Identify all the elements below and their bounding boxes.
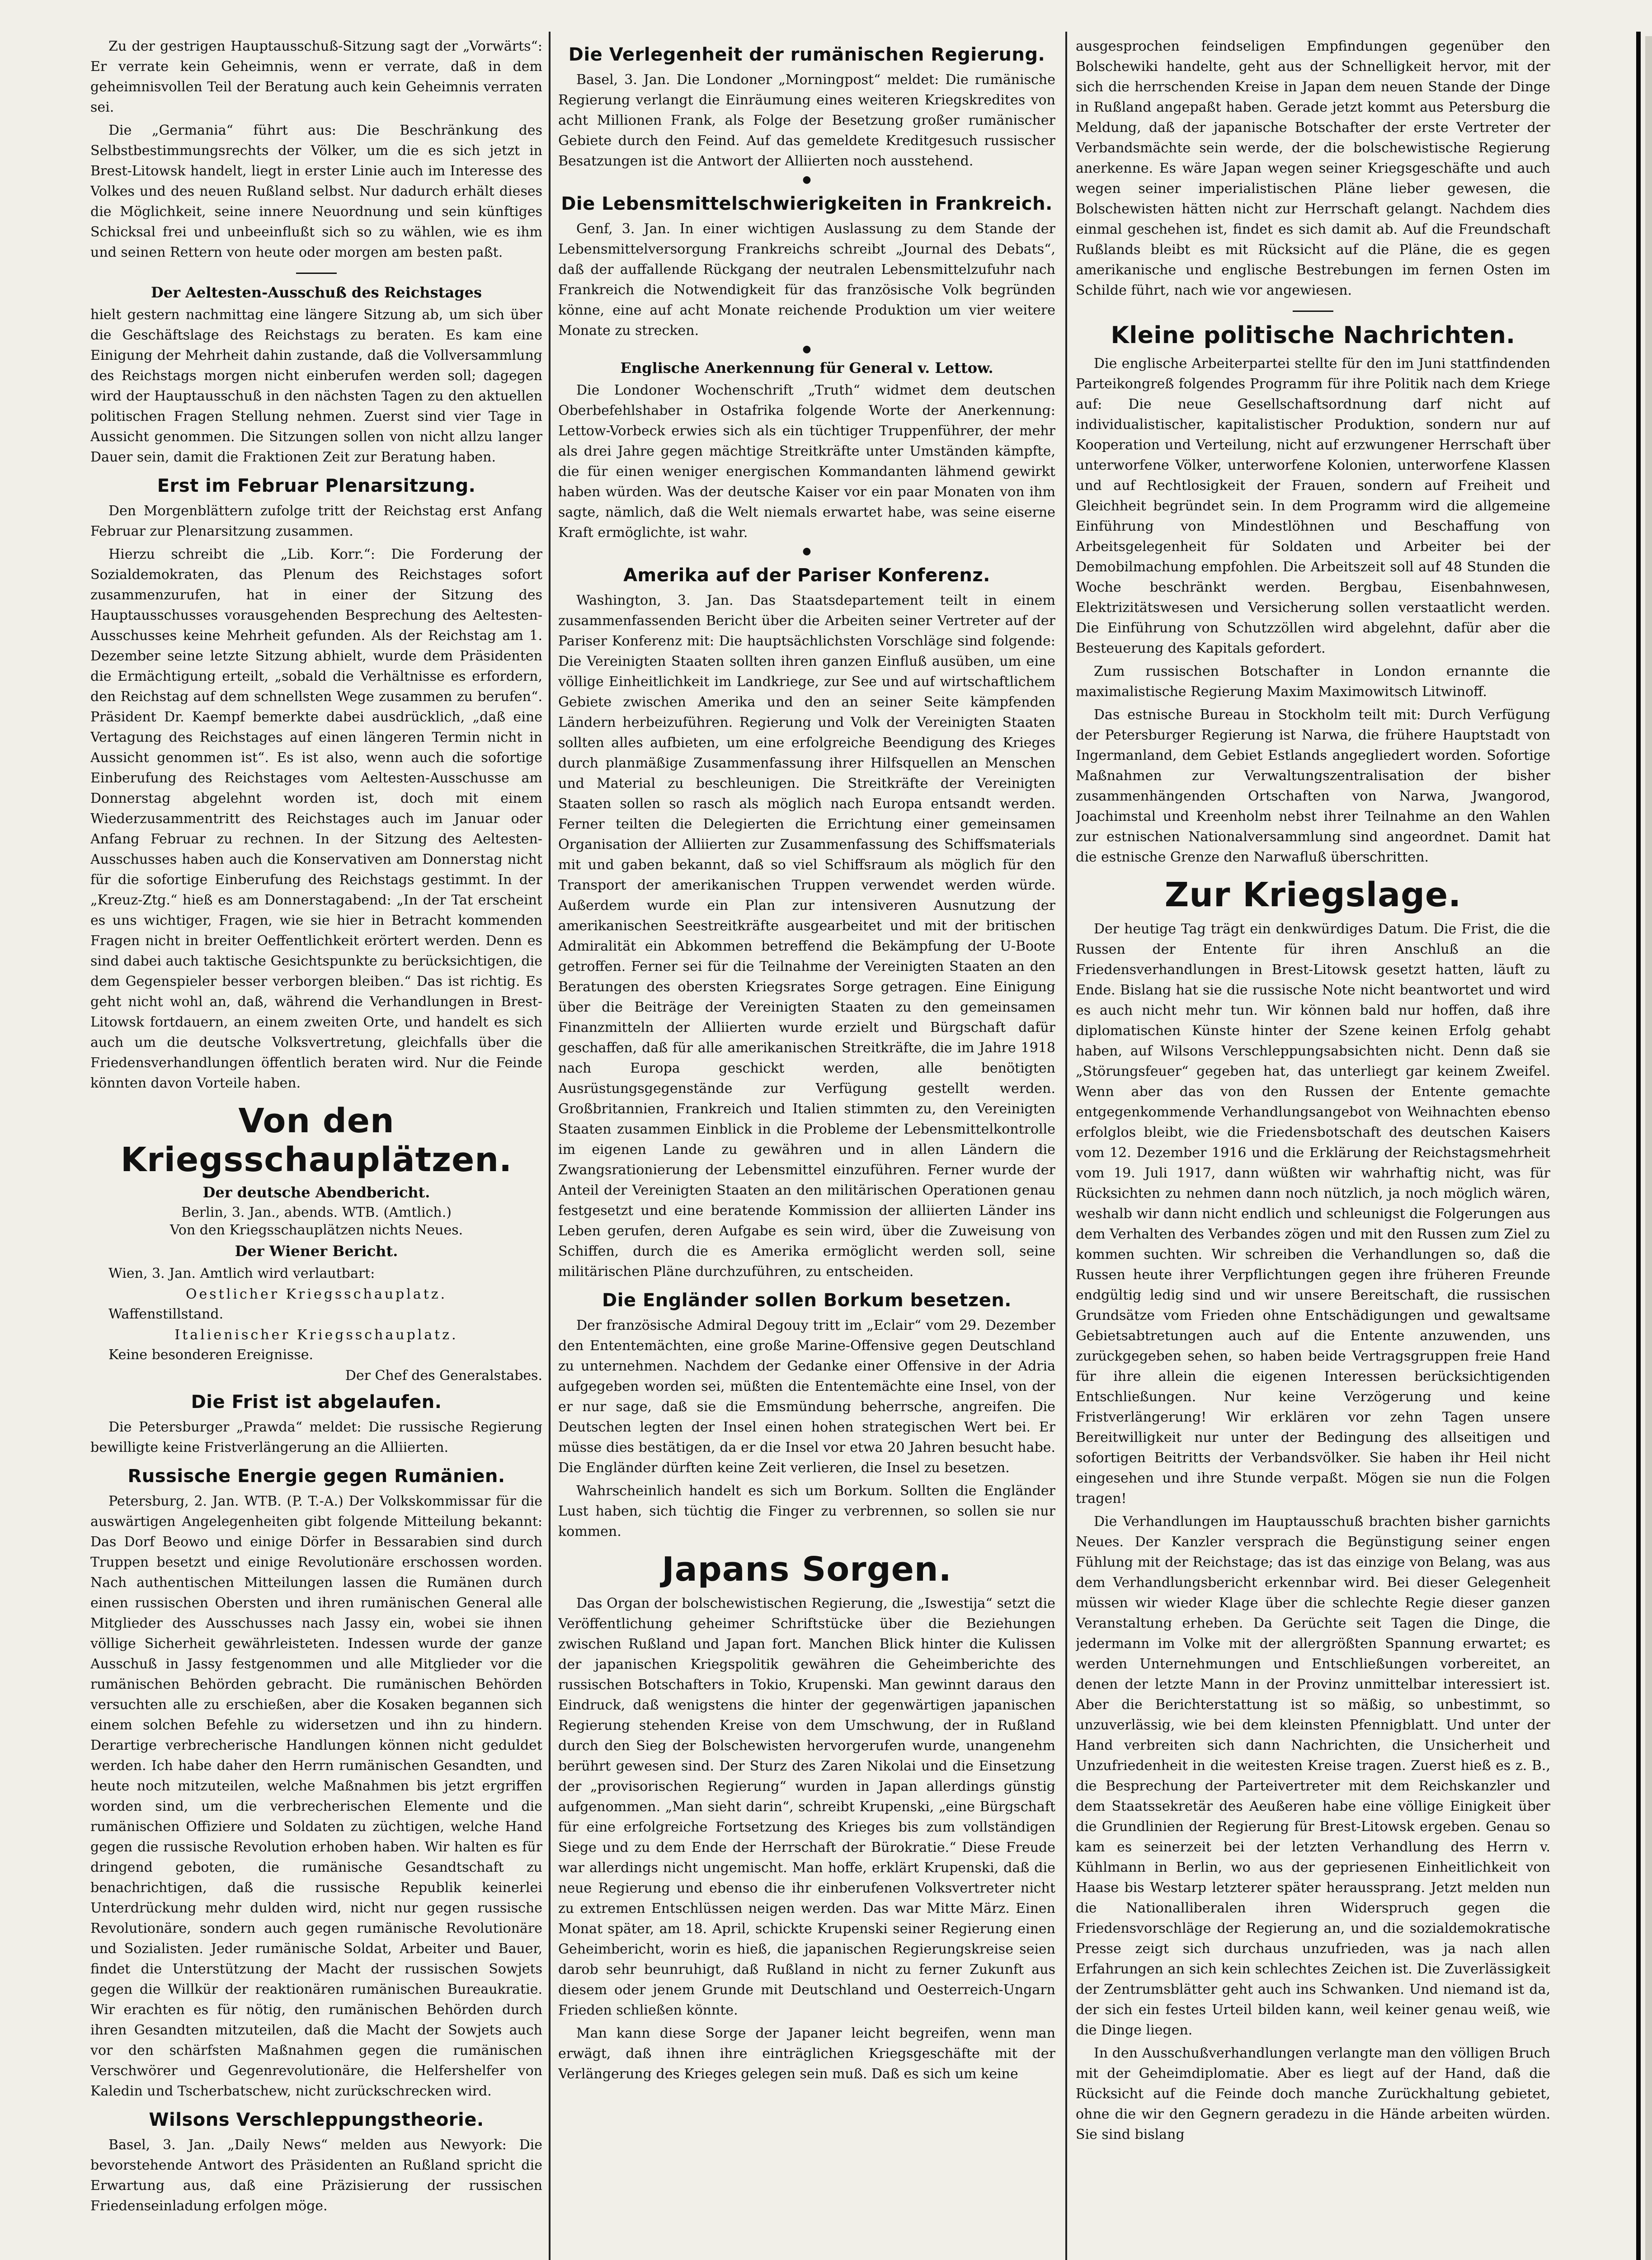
signature-line: Der Chef des Generalstabes. [345,1368,542,1384]
column-rule [1065,32,1067,2260]
section-headline: Von den Kriegsschauplätzen. [120,1102,513,1179]
report-heading: Italienischer Kriegsschauplatz. [174,1327,458,1343]
section-headline: Kleine politische Nachrichten. [1111,322,1516,349]
article-subheading: Der Wiener Bericht. [235,1243,398,1260]
article-text: Washington, 3. Jan. Das Staatsdepartement teilt in einem zusammenfassenden Bericht über die Arbeiten seiner Vertreter auf der Pariser Konferenz mit: Die hauptsächlichsten Vorschläge sind folgende: Die Vereinigten Staaten sollten ihren ganzen Einfluß ausüben, um eine völlige Einheitlichkeit im Landkriege, zur See und auf wirtschaftlichem Gebiete zwischen Amerika und den an seiner Seite kämpfenden Ländern herbeizuführen. Regierung und Volk der Vereinigten Staaten sollten alles aufbieten, um eine erfolgreiche Beendigung des Krieges durch planmäßige Zusammenfassung ihrer Hilfsquellen an Menschen und Material zu beschleunigen. Die Streitkräfte der Vereinigten Staaten sollen so rasch als möglich nach Europa entsandt werden. Ferner teilten die Delegierten die Errichtung einer gemeinsamen Organisation der Alliierten zur Zusammenfassung des Schiffsmaterials mit und gaben bekannt, daß so viel Schiffsraum als möglich für den Transport der amerikanischen Truppen verwendet werden würde. Außerdem wurde ein Plan zur intensiveren Ausnutzung der amerikanischen Seestreitkräfte ausgearbeitet und mit der britischen Admiralität ein Abkommen betreffend die Bekämpfung der U-Boote getroffen. Ferner sei für die Teilnahme der Vereinigten Staaten an den Beratungen des obersten Kriegsrates Sorge getragen. Eine Einigung über die Beiträge der Vereinigten Staaten zu den gemeinsamen Finanzmitteln der Alliierten wurde erzielt und Bürgschaft dafür geschaffen, daß für alle amerikanischen Streitkräfte, die im Jahre 1918 nach Europa geschickt werden, alle benötigten Ausrüstungsgegenstände zur Verfügung gestellt werden. Großbritannien, Frankreich und Italien stimmten zu, den Vereinigten Staaten zusammen Einblick in die Probleme der Lebensmittelkontrolle im eigenen Lande zu gewähren und in allen Ländern die Zwangsrationierung der Lebensmittel einzuführen. Ferner wurde der Anteil der Vereinigten Staaten an den militärischen Operationen genau festgesetzt und eine beratende Kommission der alliierten Länder ins Leben gerufen, deren Aufgabe es sein wird, über die Zuweisung von Schiffen, durch die es Amerika ermöglicht werden soll, seine militärischen Pläne durchzuführen, zu entscheiden. [558,593,1055,1280]
page-edge-rule [1636,32,1641,2260]
separator [1293,311,1333,312]
column-3 [1076,36,1550,2260]
article-headline: Die Lebensmittelschwierigkeiten in Frankreich. [561,193,1053,214]
article-text: Basel, 3. Jan. „Daily News“ melden aus Newyork: Die bevorstehende Antwort des Präsidenten an Rußland spricht die Erwartung aus, daß eine Präzisierung der russischen Friedenseinladung erfolgen möge. [90,2137,542,2214]
report-text: Von den Kriegsschauplätzen nichts Neues. [169,1222,463,1238]
article-text: Der französische Admiral Degouy tritt im „Eclair“ vom 29. Dezember den Ententemächten, eine große Marine-Offensive gegen Deutschland zu unternehmen. Nachdem der Gedanke einer Offensive in der Adria aufgegeben worden sei, müßten die Ententemächte eine Insel, von der er nur sage, daß sie die Emsmündung beherrsche, angreifen. Die Deutschen legten der Insel einen hohen strategischen Wert bei. Er müsse dies bestätigen, da er die Insel vor etwa 20 Jahren besucht habe. Die Engländer dürften keine Zeit verlieren, die Insel zu besetzen. [558,1318,1055,1476]
report-heading: Oestlicher Kriegsschauplatz. [185,1286,447,1302]
column-1 [90,36,542,2260]
article-text: Der heutige Tag trägt ein denkwürdiges Datum. Die Frist, die die Russen der Entente für ihren Anschluß an die Friedensverhandlungen in Brest-Litowsk gesetzt hatten, läuft zu Ende. Bislang hat sie die russische Note nicht beantwortet und wird es auch nicht mehr tun. Wir können bald nur hoffen, daß ihre diplomatischen Künste hinter der Szene keinen Erfolg gehabt haben, auf Wilsons Verschleppungsabsichten nicht. Denn daß sie „Störungsfeuer“ gegeben hat, das unterliegt gar keinem Zweifel. Wenn aber das von den Russen der Entente gemachte entgegenkommende Verhandlungsangebot von Weihnachten ebenso erfolglos bleibt, wie die Friedensbotschaft des deutschen Kaisers vom 12. Dezember 1916 und die Erklärung der Reichstagsmehrheit vom 19. Juli 1917, dann wüßten wir wahrhaftig nicht, was für Rücksichten zu nehmen dann noch nützlich, ja noch möglich wären, weshalb wir dann nicht endlich und schleunigst die Folgerungen aus dem Verhalten des Verbandes zögen und mit den Russen zum Ziel zu kommen suchten. Wir schreiben die Verhandlungen so, daß die Russen heute ihrer Verpflichtungen gegen ihre früheren Freunde endgültig ledig sind und wir unsere Bereitschaft, die russischen Grundsätze vom Frieden ohne Entschädigungen und gewaltsame Gebietsabtretungen auch auf die Entente anzuwenden, uns zurückgegeben sehen, so haben beide Vertragsgruppen freie Hand für ihre allein die eigenen Interessen berücksichtigenden Entschließungen. Nur keine Verzögerung und keine Fristverlängerung! Wir erklären vor zehn Tagen unsere Bereitwilligkeit nur unter der Bedingung des allseitigen und sofortigen Beitritts der Verbandsvölker. Sie haben ihr Heil nicht eingesehen und ihre Stunde verpaßt. Mögen sie nun die Folgen tragen! [1076,921,1550,1507]
column-4-cutoff [1645,36,1652,2260]
article-headline: Amerika auf der Pariser Konferenz. [623,565,990,586]
article-text: Hierzu schreibt die „Lib. Korr.“: Die Forderung der Sozialdemokraten, das Plenum des Reichstages sofort zusammenzurufen, hat in einer der Sitzung des Hauptausschusses vorausgehenden Besprechung des Aeltesten-Ausschusses keine Mehrheit gefunden. Als der Reichstag am 1. Dezember seine letzte Sitzung abhielt, wurde dem Präsidenten die Ermächtigung erteilt, „sobald die Verhältnisse es erfordern, den Reichstag auf dem schnellsten Wege zusammen zu berufen“. Präsident Dr. Kaempf bemerkte dabei ausdrücklich, „daß eine Vertagung des Reichstages auf einen längeren Termin nicht in Aussicht genommen ist“. Es ist also, wenn auch die sofortige Einberufung des Reichstages vom Aeltesten-Ausschusse am Donnerstag abgelehnt worden ist, doch mit einem Wiederzusammentritt des Reichstages auch im Januar oder Anfang Februar zu rechnen. In der Sitzung des Aeltesten-Ausschusses haben auch die Konservativen am Donnerstag nicht für die sofortige Einberufung des Reichstags gestimmt. In der „Kreuz-Ztg.“ hieß es am Donnerstagabend: „In der Tat erscheint es uns wichtiger, Fragen, wie sie hier in Betracht kommenden Fragen nicht in breiter Oeffentlichkeit erörtert werden. Denn es sind dabei auch taktische Gesichtspunkte zu berücksichtigen, die dem Gegenspieler besser verborgen bleiben.“ Das ist richtig. Es geht nicht wohl an, daß, während die Verhandlungen in Brest-Litowsk fortdauern, an einem zweiten Orte, und handelt es sich auch um die deutsche Volksvertretung, gleichfalls über die Friedensverhandlungen öffentlich beraten wird. Nur die Feinde könnten davon Vorteile haben. [90,546,542,1091]
article-text: Man kann diese Sorge der Japaner leicht begreifen, wenn man erwägt, daß ihnen ihre einträglichen Kriegsgeschäfte mit der Verlängerung des Krieges gelegen sein muß. Daß es sich um keine [558,2025,1055,2082]
article-headline: Die Verlegenheit der rumänischen Regierung. [568,44,1045,65]
separator-dot: ● [802,174,811,185]
article-text: Die Londoner Wochenschrift „Truth“ widmet dem deutschen Oberbefehlshaber in Ostafrika folgende Worte der Anerkennung: Lettow-Vorbeck erwies sich als ein tüchtiger Truppenführer, der mehr als drei Jahre gegen mächtige Streitkräfte unter Umständen kämpfte, die für einen weniger energischen Kommandanten lähmend gewirkt haben würden. Was der deutsche Kaiser vor ein paar Monaten von ihm sagte, nämlich, daß die Welt niemals erwartet habe, was seine eiserne Kraft ermöglichte, ist wahr. [558,382,1055,541]
article-subheading: Der deutsche Abendbericht. [202,1184,430,1201]
article-text: hielt gestern nachmittag eine längere Sitzung ab, um sich über die Geschäftslage des Reichstags zu beraten. Es kam eine Einigung der Mehrheit dahin zustande, daß die Vollversammlung des Reichstags morgen nicht einberufen werden soll; dagegen wird der Hauptausschuß in den nächsten Tagen zu den aktuellen politischen Fragen Stellung nehmen. Zuerst sind vier Tage in Aussicht genommen. Die Sitzungen sollen von nicht allzu langer Dauer sein, damit die Fraktionen Zeit zur Beratung haben. [90,307,542,465]
article-text: ausgesprochen feindseligen Empfindungen gegenüber den Bolschewiki handelte, geht aus der Schnelligkeit hervor, mit der sich die herrschenden Kreise in Japan dem neuen Stande der Dinge in Rußland angepaßt haben. Gerade jetzt kommt aus Petersburg die Meldung, daß der japanische Botschafter der erste Vertreter der Verbandsmächte sein werde, der die bolschewistische Regierung anerkenne. Es wäre Japan wegen seiner Kriegsgeschäfte und auch wegen seiner imperialistischen Pläne lieber gewesen, die Bolschewisten hätten nicht zur Herrschaft gelangt. Nachdem dies einmal geschehen ist, findet es sich damit ab. Auf die Freundschaft Rußlands bleibt es mit Rücksicht auf die Pläne, die es gegen amerikanische und englische Bestrebungen im fernen Osten im Schilde führt, nach wie vor angewiesen. [1076,38,1550,298]
article-text: Zu der gestrigen Hauptausschuß-Sitzung sagt der „Vorwärts“: Er verrate kein Geheimnis, wenn er verrate, daß in dem geheimnisvollen Teil der Beratung auch kein Geheimnis verraten sei. [90,38,542,115]
dateline: Wien, 3. Jan. Amtlich wird verlautbart: [108,1266,375,1281]
separator-dot: ● [802,344,811,355]
article-text: In den Ausschußverhandlungen verlangte man den völligen Bruch mit der Geheimdiplomatie. Aber es liegt auf der Hand, daß die Rücksicht auf die Feinde doch manche Zurückhaltung gebietet, ohne die wir den Gegnern geradezu in die Hände arbeiten würden. Sie sind bislang [1076,2045,1550,2142]
article-headline: Erst im Februar Plenarsitzung. [157,476,476,496]
article-text: Zum russischen Botschafter in London ernannte die maximalistische Regierung Maxim Maximowitsch Litwinoff. [1076,664,1550,700]
report-text: Waffenstillstand. [108,1306,224,1322]
separator [296,273,337,274]
column-rule [549,32,551,2260]
article-text: Genf, 3. Jan. In einer wichtigen Auslassung zu dem Stande der Lebensmittelversorgung Frankreichs schreibt „Journal des Debats“, daß der auffallende Rückgang der neutralen Lebensmittelzufuhr nach Frankreich die Notwendigkeit für das französische Volk begründen könne, eine auf acht Monate reichende Produktion um vier weitere Monate zu strecken. [558,221,1055,339]
article-subheading: Der Aeltesten-Ausschuß des Reichstages [151,284,482,301]
article-text: Das estnische Bureau in Stockholm teilt mit: Durch Verfügung der Petersburger Regierung ist Narwa, die frühere Hauptstadt von Ingermanland, dem Gebiet Estlands angegliedert worden. Sofortige Maßnahmen zur Verwaltungszentralisation der bisher zusammenhängenden Ortschaften von Narwa, Jwangorod, Joachimstal und Kreenholm nebst ihrer Teilnahme an den Wahlen zur estnischen Nationalversammlung sind angeordnet. Damit hat die estnische Grenze den Narwafluß überschritten. [1076,707,1550,865]
dateline: Berlin, 3. Jan., abends. WTB. (Amtlich.) [181,1205,452,1220]
separator-dot: ● [802,546,811,557]
column-2 [558,36,1055,2260]
article-text: Die englische Arbeiterpartei stellte für den im Juni stattfindenden Parteikongreß folgendes Programm für ihre Politik nach dem Kriege auf: Die neue Gesellschaftsordnung darf nicht auf individualistischer, kapitalistischer Produktion, sondern nur auf Kooperation und Verteilung, nicht auf erzwungener Herrschaft über unterworfene Völker, unterworfene Kolonien, unterworfene Klassen und auf Rechtlosigkeit der Frauen, sondern auf Freiheit und Gleichheit begründet sein. In dem Programm wird die allgemeine Einführung von Mindestlöhnen und Beschaffung von Arbeitsgelegenheit für Soldaten und Arbeiter bei der Demobilmachung empfohlen. Die Arbeitszeit soll auf 48 Stunden die Woche beschränkt werden. Bergbau, Eisenbahnwesen, Elektrizitätswesen und Versicherung sollen verstaatlicht werden. Die Einführung von Schutzzöllen wird abgelehnt, dafür aber die Besteuerung des Kapitals gefordert. [1076,356,1550,656]
article-headline: Die Frist ist abgelaufen. [191,1392,442,1412]
article-subheading: Englische Anerkennung für General v. Lettow. [620,359,993,377]
article-headline: Russische Energie gegen Rumänien. [127,1466,505,1487]
article-text: Wahrscheinlich handelt es sich um Borkum. Sollten die Engländer Lust haben, sich tüchtig die Finger zu verbrennen, so sollen sie nur kommen. [558,1483,1055,1540]
article-text: Petersburg, 2. Jan. WTB. (P. T.-A.) Der Volkskommissar für die auswärtigen Angelegenheiten gibt folgende Mitteilung bekannt: Das Dorf Beowo und einige Dörfer in Bessarabien sind durch Truppen besetzt und einige Revolutionäre erschossen worden. Nach authentischen Mitteilungen lassen die Rumänen durch einen russischen Obersten und ihren rumänischen General alle Mitglieder des Ausschusses nach Jassy ein, wobei sie ihnen völlige Sicherheit gewährleisteten. Indessen wurde der ganze Ausschuß in Jassy festgenommen und alle Mitglieder vor die rumänischen Behörden gebracht. Die rumänischen Behörden versuchten alle zu erschießen, aber die Kosaken begannen sich einem solchen Befehle zu widersetzen und ihn zu hindern. Derartige verbrecherische Handlungen können nicht geduldet werden. Ich habe daher den Herrn rumänischen Gesandten, und heute noch mitzuteilen, welche Maßnahmen bis jetzt ergriffen worden sind, um die verbrecherischen Elemente und die rumänischen Offiziere und Soldaten zu züchtigen, welche Hand gegen die russische Revolution erhoben haben. Wir halten es für dringend geboten, die rumänische Gesandtschaft zu benachrichtigen, daß die russische Republik keinerlei Unterdrückung mehr dulden wird, nicht nur gegen russische Revolutionäre, sondern auch gegen rumänische Revolutionäre und Sozialisten. Jeder rumänische Soldat, Arbeiter und Bauer, findet die Unterstützung der Macht der russischen Sowjets gegen die Willkür der reaktionären rumänischen Bureaukratie. Wir erachten es für nötig, den rumänischen Behörden durch ihren Gesandten mitzuteilen, daß die Macht der Sowjets auch vor den schärfsten Maßnahmen gegen die rumänischen Verschwörer und Gegenrevolutionäre, die Helfershelfer von Kaledin und Tscherbatschew, nicht zurückschrecken wird. [90,1493,542,2099]
article-text: Die „Germania“ führt aus: Die Beschränkung des Selbstbestimmungsrechts der Völker, um die es sich jetzt in Brest-Litowsk handelt, liegt in erster Linie auch im Interesse des Volkes und des neuen Rußland selbst. Nur dadurch erhält dieses die Möglichkeit, seine innere Neuordnung und sein künftiges Schicksal frei und unbeeinflußt sich so zu wählen, wie es ihm und seinen Rettern von heute oder morgen am besten paßt. [90,122,542,260]
article-text: Basel, 3. Jan. Die Londoner „Morningpost“ meldet: Die rumänische Regierung verlangt die Einräumung eines weiteren Kriegskredites von acht Millionen Frank, als Folge der Besetzung großer rumänischer Gebiete durch den Feind. Auf das gemeldete Kreditgesuch russischer Besatzungen ist die Antwort der Alliierten noch ausstehend. [558,72,1055,169]
article-text: Den Morgenblättern zufolge tritt der Reichstag erst Anfang Februar zur Plenarsitzung zusammen. [90,503,542,539]
section-headline: Zur Kriegslage. [1164,876,1462,914]
article-headline: Die Engländer sollen Borkum besetzen. [602,1290,1012,1311]
report-text: Keine besonderen Ereignisse. [108,1347,314,1363]
article-text: Die Petersburger „Prawda“ meldet: Die russische Regierung bewilligte keine Fristverlängerung an die Alliierten. [90,1419,542,1455]
article-text: Das Organ der bolschewistischen Regierung, die „Iswestija“ setzt die Veröffentlichung geheimer Schriftstücke über die Beziehungen zwischen Rußland und Japan fort. Manchen Blick hinter die Kulissen der japanischen Kriegspolitik gewähren die Geheimberichte des russischen Botschafters in Tokio, Krupenski. Man gewinnt daraus den Eindruck, daß wenigstens die hinter der gegenwärtigen japanischen Regierung stehenden Kreise von dem Umschwung, der in Rußland durch den Sieg der Bolschewisten hervorgerufen wurde, unangenehm berührt gewesen sind. Der Sturz des Zaren Nikolai und die Einsetzung der „provisorischen Regierung“ wurden in Japan allerdings günstig aufgenommen. „Man sieht darin“, schreibt Krupenski, „eine Bürgschaft für eine erfolgreiche Fortsetzung des Krieges bis zum vollständigen Siege und zu dem Ende der Herrschaft der Bürokratie.“ Diese Freude war allerdings nicht ungemischt. Man hoffe, erklärt Krupenski, daß die neue Regierung und ebenso die ihr einberufenen Volksvertreter nicht zu extremen Entschlüssen neigen werden. Das war Mitte März. Einen Monat später, am 18. April, schickte Krupenski seiner Regierung einen Geheimbericht, worin es hieß, die japanischen Regierungskreise seien darob sehr beunruhigt, daß Rußland in nicht zu ferner Zukunft aus diesem oder jenem Grunde mit Deutschland und Oesterreich-Ungarn Frieden schließen könnte. [558,1596,1055,2018]
article-text: Die Verhandlungen im Hauptausschuß brachten bisher garnichts Neues. Der Kanzler versprach die Begünstigung seiner engen Fühlung mit der Reichstage; das ist das einzige von Belang, was aus dem Verhandlungsbericht erkennbar wird. Bei dieser Gelegenheit müssen wir wieder Klage über die schlechte Regie dieser ganzen Veranstaltung erheben. Da Gerüchte seit Tagen die Dinge, die jedermann im Volke mit der allergrößten Spannung erwartet; es werden Unternehmungen und Entschließungen vorbereitet, an denen der letzte Mann in der Provinz unmittelbar interessiert ist. Aber die Berichterstattung ist so mäßig, so unbestimmt, so unzuverlässig, wie bei dem kleinsten Pfennigblatt. Und unter der Hand verbreiten sich dann Nachrichten, die Unsicherheit und Unzufriedenheit in die weitesten Kreise tragen. Zuerst hieß es z. B., die Besprechung der Parteivertreter mit dem Reichskanzler und dem Staatssekretär des Aeußeren habe eine völlige Einigkeit über die Grundlinien der Regierung für Brest-Litowsk ergeben. Genau so kam es seinerzeit bei der letzten Verhandlung des Herrn v. Kühlmann in Berlin, wo aus der gepriesenen Einheitlichkeit von Haase bis Westarp letzterer später heraussprang. Jetzt melden nun die Nationalliberalen ihren Widerspruch gegen die Friedensvorschläge der Regierung an, und die sozialdemokratische Presse zeigt sich durchaus unzufrieden, was ja nach allen Erfahrungen an sich kein schlechtes Zeichen ist. Die Zuverlässigkeit der Zentrumsblätter geht auch ins Schwanken. Und niemand ist da, der sich ein festes Urteil bilden kann, weil keiner genau weiß, wie die Dinge liegen. [1076,1514,1550,2038]
section-headline: Japans Sorgen. [662,1550,952,1589]
article-headline: Wilsons Verschleppungstheorie. [149,2109,484,2130]
